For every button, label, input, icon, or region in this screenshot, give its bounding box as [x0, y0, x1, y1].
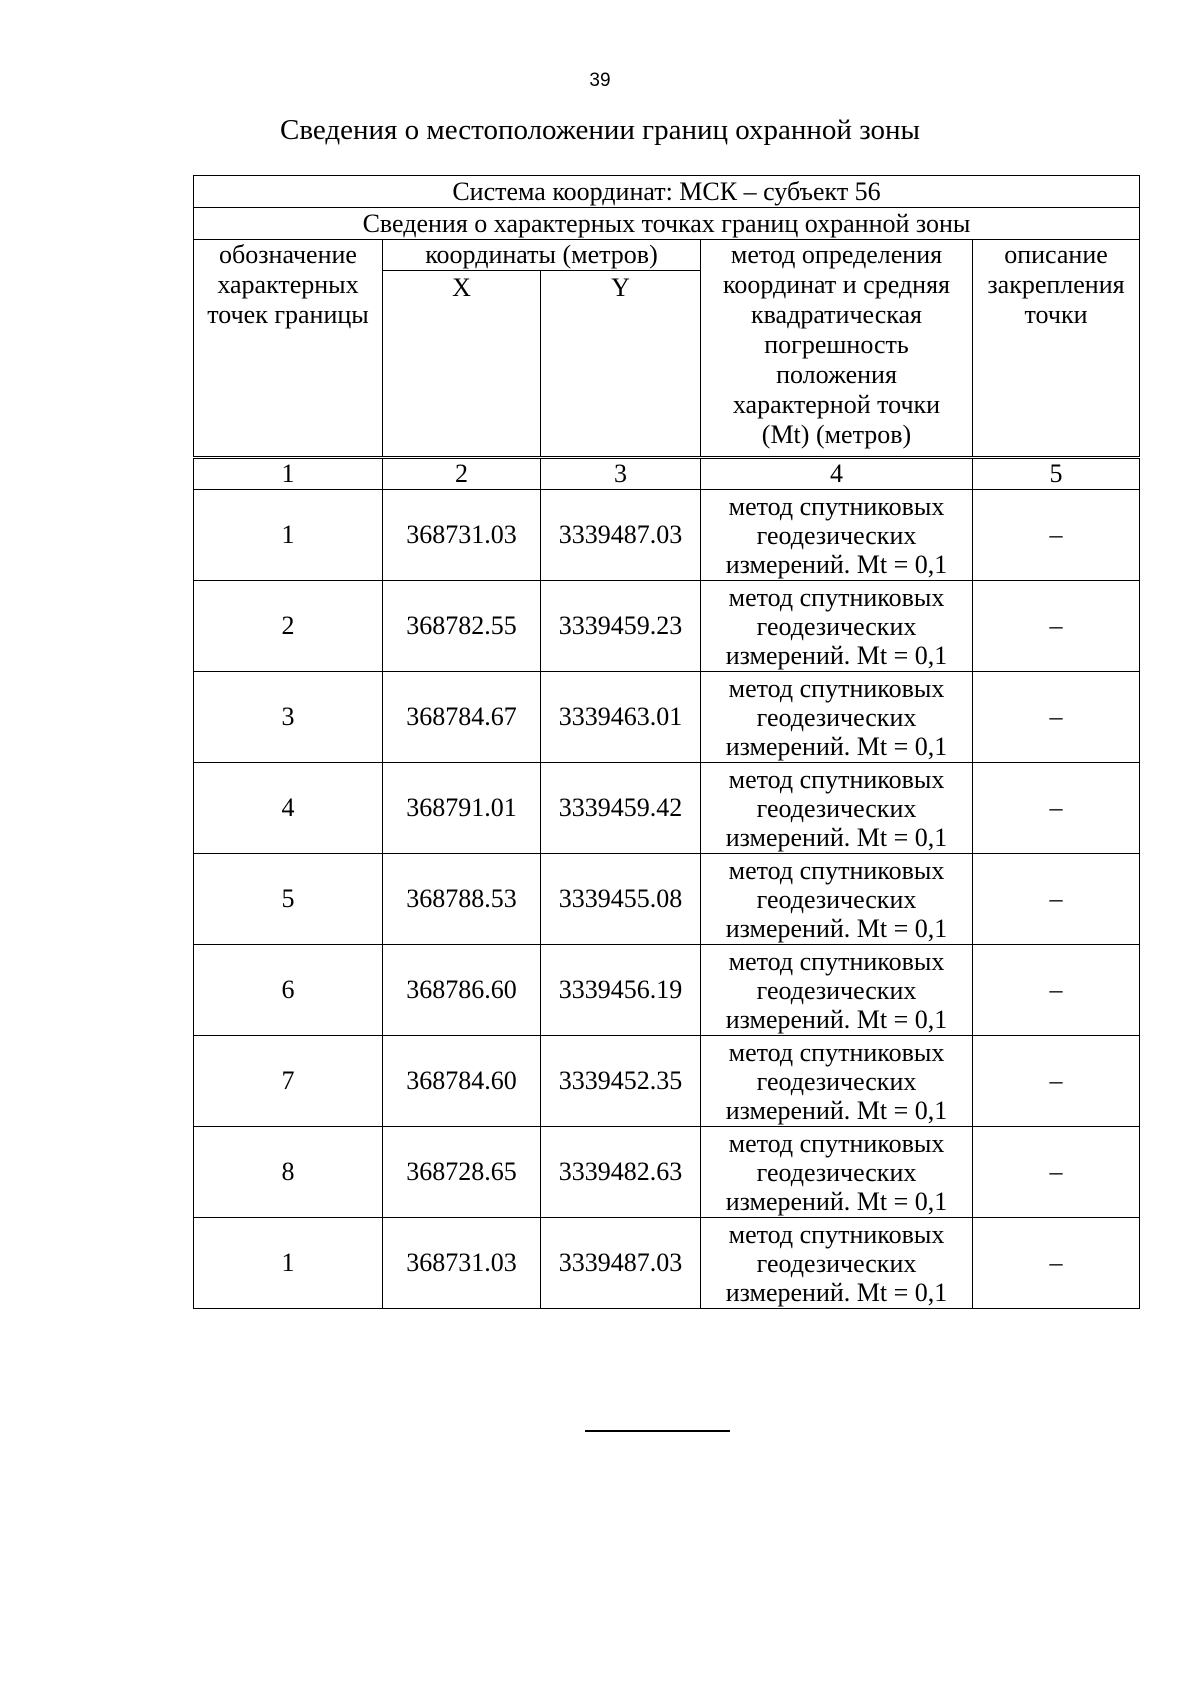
coordinate-y: 3339455.08	[541, 854, 701, 945]
point-number: 5	[194, 854, 383, 945]
description-cell: –	[973, 1036, 1140, 1127]
description-cell: –	[973, 1218, 1140, 1309]
header-x: X	[383, 271, 541, 458]
coordinate-y: 3339482.63	[541, 1127, 701, 1218]
end-divider	[585, 1430, 730, 1432]
table-row	[194, 763, 1140, 854]
coordinate-x: 368784.67	[383, 672, 541, 763]
description-cell: –	[973, 763, 1140, 854]
table-row	[194, 1127, 1140, 1218]
method-cell: метод спутниковых геодезических измерений. Mt = 0,1	[701, 672, 973, 763]
coordinate-x: 368786.60	[383, 945, 541, 1036]
table-row	[194, 490, 1140, 581]
method-cell: метод спутниковых геодезических измерений. Mt = 0,1	[701, 490, 973, 581]
coordinate-y: 3339452.35	[541, 1036, 701, 1127]
coordinate-x: 368788.53	[383, 854, 541, 945]
coordinate-y: 3339463.01	[541, 672, 701, 763]
point-number: 7	[194, 1036, 383, 1127]
method-cell: метод спутниковых геодезических измерений. Mt = 0,1	[701, 854, 973, 945]
coordinate-y: 3339487.03	[541, 490, 701, 581]
description-cell: –	[973, 581, 1140, 672]
coordinate-x: 368731.03	[383, 490, 541, 581]
column-numbers-row	[194, 458, 1140, 490]
boundary-points-table	[193, 175, 1140, 1309]
point-number: 2	[194, 581, 383, 672]
coordinate-x: 368791.01	[383, 763, 541, 854]
table-row	[194, 1036, 1140, 1127]
point-number: 8	[194, 1127, 383, 1218]
description-cell: –	[973, 672, 1140, 763]
coordinate-x: 368731.03	[383, 1218, 541, 1309]
description-cell: –	[973, 490, 1140, 581]
coordinate-y: 3339459.23	[541, 581, 701, 672]
description-cell: –	[973, 854, 1140, 945]
table-row	[194, 581, 1140, 672]
coordinate-y: 3339487.03	[541, 1218, 701, 1309]
column-number: 5	[973, 458, 1140, 490]
description-cell: –	[973, 945, 1140, 1036]
coordinate-x: 368784.60	[383, 1036, 541, 1127]
coordinate-x: 368728.65	[383, 1127, 541, 1218]
header-designation: обозначение характерных точек границы	[194, 240, 383, 458]
method-cell: метод спутниковых геодезических измерений. Mt = 0,1	[701, 945, 973, 1036]
coordinate-system-header: Система координат: МСК – субъект 56	[194, 176, 1140, 208]
header-coordinates: координаты (метров)	[383, 240, 701, 271]
method-cell: метод спутниковых геодезических измерений. Mt = 0,1	[701, 763, 973, 854]
table-row	[194, 854, 1140, 945]
point-number: 6	[194, 945, 383, 1036]
method-cell: метод спутниковых геодезических измерений. Mt = 0,1	[701, 1036, 973, 1127]
point-number: 1	[194, 490, 383, 581]
coordinate-x: 368782.55	[383, 581, 541, 672]
header-y: Y	[541, 271, 701, 458]
header-description: описание закрепления точки	[973, 240, 1140, 458]
section-header: Сведения о характерных точках границ охранной зоны	[194, 208, 1140, 240]
table-row	[194, 1218, 1140, 1309]
description-cell: –	[973, 1127, 1140, 1218]
point-number: 3	[194, 672, 383, 763]
method-cell: метод спутниковых геодезических измерений. Mt = 0,1	[701, 1127, 973, 1218]
point-number: 4	[194, 763, 383, 854]
table-row	[194, 945, 1140, 1036]
column-number: 1	[194, 458, 383, 490]
method-cell: метод спутниковых геодезических измерений. Mt = 0,1	[701, 1218, 973, 1309]
coordinate-y: 3339456.19	[541, 945, 701, 1036]
column-number: 3	[541, 458, 701, 490]
column-number: 2	[383, 458, 541, 490]
coordinate-y: 3339459.42	[541, 763, 701, 854]
document-title: Сведения о местоположении границ охранной зоны	[279, 114, 920, 146]
table-row	[194, 672, 1140, 763]
point-number: 1	[194, 1218, 383, 1309]
column-number: 4	[701, 458, 973, 490]
page-number: 39	[589, 70, 611, 91]
header-method: метод определения координат и средняя квадратическая погрешность положения характерной точки (Mt) (метров)	[701, 240, 973, 458]
method-cell: метод спутниковых геодезических измерений. Mt = 0,1	[701, 581, 973, 672]
